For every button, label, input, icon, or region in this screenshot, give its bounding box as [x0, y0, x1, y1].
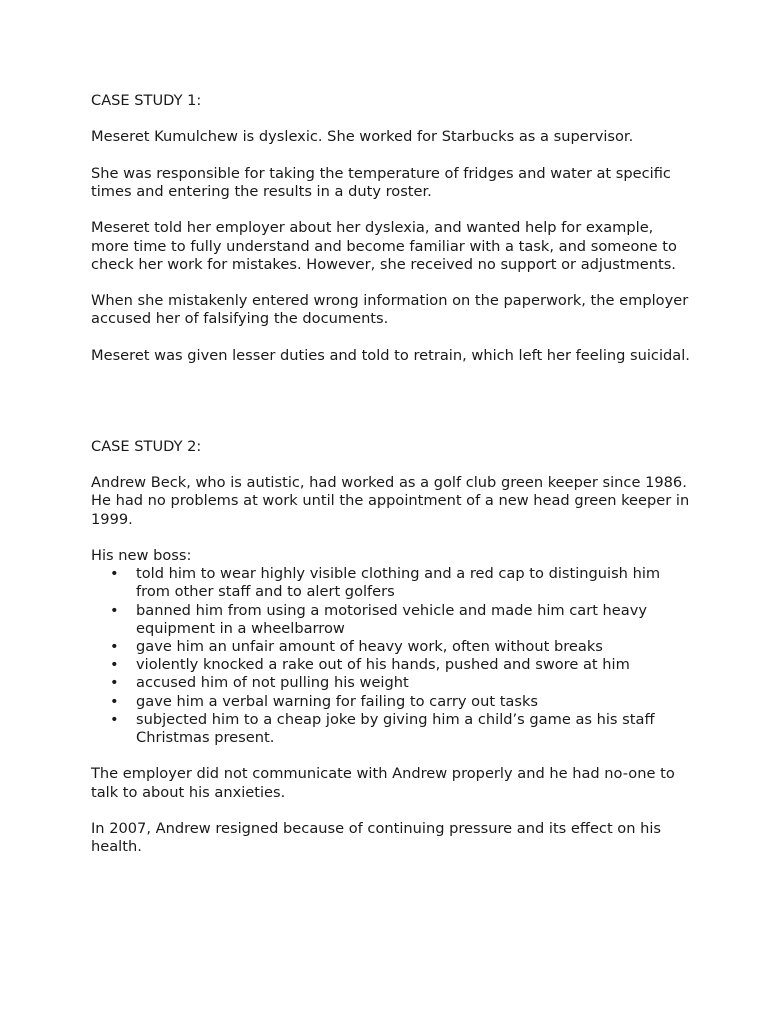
list-item: • gave him a verbal warning for failing to carry out tasks [91, 693, 691, 711]
case-study-2-list-lead: His new boss: [91, 546, 192, 564]
case-study-1-paragraph: She was responsible for taking the temperature of fridges and water at specific times and entering the results in a duty roster. [91, 164, 671, 200]
section-spacer [91, 383, 691, 438]
case-study-2-paragraph: In 2007, Andrew resigned because of continuing pressure and its effect on his health. [91, 819, 662, 856]
list-item: • banned him from using a motorised vehicle and made him cart heavy equipment in a wheelbarrow [91, 602, 691, 638]
case-study-1-heading: CASE STUDY 1: [91, 92, 202, 109]
case-study-1-paragraph: Meseret told her employer about her dyslexia, and wanted help for example, more time to fully understand and become familiar with a task, and someone to check her work for mistakes. However, she received no support or adjustments. [91, 219, 677, 273]
case-study-2-paragraph: The employer did not communicate with Andrew properly and he had no-one to talk to about his anxieties. [91, 765, 675, 801]
case-study-1-paragraph: Meseret Kumulchew is dyslexic. She worked for Starbucks as a supervisor. [91, 128, 634, 146]
case-study-1-paragraph: When she mistakenly entered wrong information on the paperwork, the employer accused her of falsifying the documents. [91, 292, 689, 328]
list-item: • accused him of not pulling his weight [91, 674, 691, 692]
list-item: • subjected him to a cheap joke by giving him a child’s game as his staff Christmas present. [91, 711, 691, 747]
case-study-2-intro: Andrew Beck, who is autistic, had worked as a golf club green keeper since 1986. He had no problems at work until the appointment of a new head green keeper in 1999. [91, 474, 690, 528]
case-study-2-heading: CASE STUDY 2: [91, 437, 202, 455]
document-page [91, 92, 691, 875]
boss-actions-list [91, 565, 691, 747]
case-study-1-paragraph: Meseret was given lesser duties and told to retrain, which left her feeling suicidal. [91, 346, 690, 364]
list-item: • gave him an unfair amount of heavy work, often without breaks [91, 638, 691, 656]
list-item: • told him to wear highly visible clothing and a red cap to distinguish him from other staff and to alert golfers [91, 565, 691, 601]
list-item: • violently knocked a rake out of his hands, pushed and swore at him [91, 656, 691, 674]
